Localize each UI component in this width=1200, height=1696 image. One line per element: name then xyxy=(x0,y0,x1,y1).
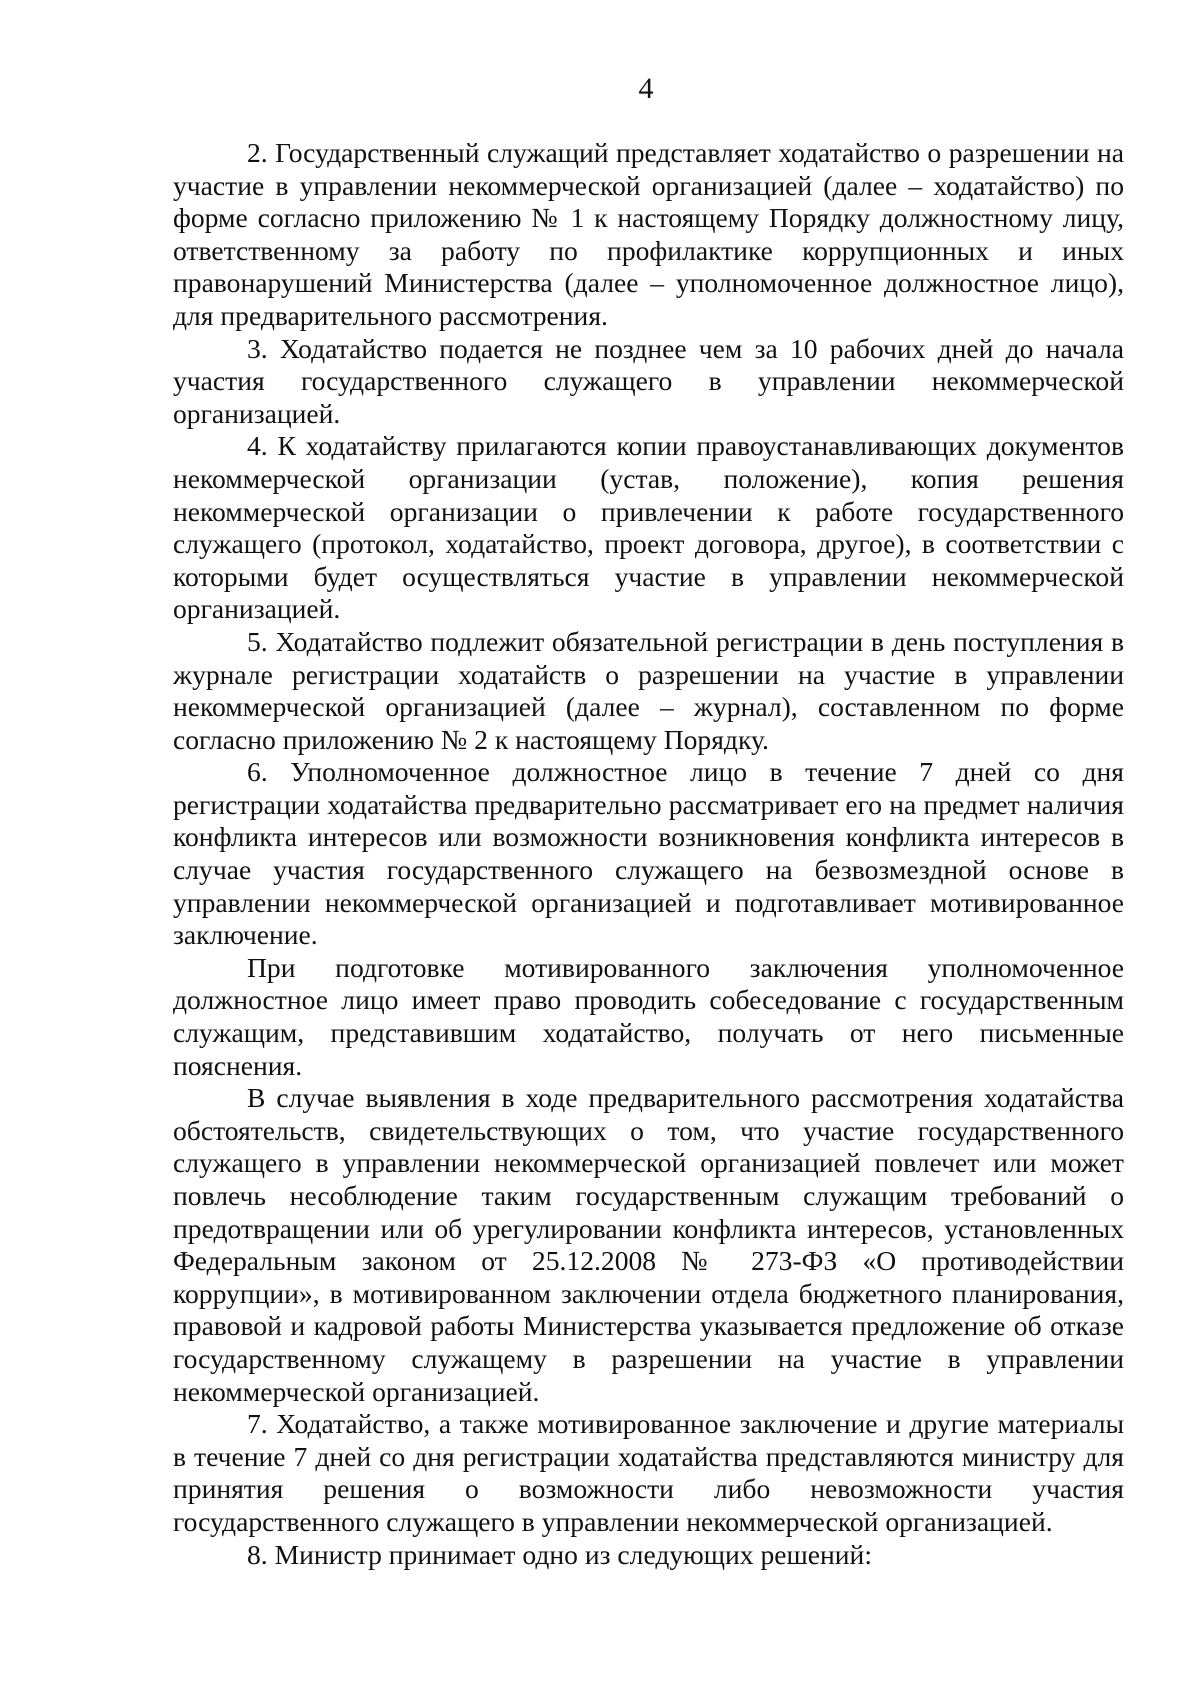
document-body xyxy=(173,137,1124,1571)
paragraph-6-conflict: В случае выявления в ходе предварительного рассмотрения ходатайства обстоятельств, свидетельствующих о том, что участие государственного служащего в управлении некоммерческой организацией повлечет или может повлечь несоблюдение таким государственным служащим требований о предотвращении или об урегулировании конфликта интересов, установленных Федеральным законом от 25.12.2008 № 273-ФЗ «О противодействии коррупции», в мотивированном заключении отдела бюджетного планирования, правовой и кадровой работы Министерства указывается предложение об отказе государственному служащему в разрешении на участие в управлении некоммерческой организацией. xyxy=(173,1082,1124,1407)
paragraph-4: 4. К ходатайству прилагаются копии правоустанавливающих документов некоммерческой организации (устав, положение), копия решения некоммерческой организации о привлечении к работе государственного служащего (протокол, ходатайство, проект договора, другое), в соответствии с которыми будет осуществляться участие в управлении некоммерческой организацией. xyxy=(173,430,1124,625)
paragraph-8: 8. Министр принимает одно из следующих решений: xyxy=(247,1538,872,1570)
paragraph-3: 3. Ходатайство подается не позднее чем за 10 рабочих дней до начала участия государственного служащего в управлении некоммерческой организацией. xyxy=(173,332,1124,429)
paragraph-2: 2. Государственный служащий представляет ходатайство о разрешении на участие в управлении некоммерческой организацией (далее – ходатайство) по форме согласно приложению № 1 к настоящему Порядку должностному лицу, ответственному за работу по профилактике коррупционных и иных правонарушений Министерства (далее – уполномоченное должностное лицо), для предварительного рассмотрения. xyxy=(173,137,1124,331)
paragraph-7: 7. Ходатайство, а также мотивированное заключение и другие материалы в течение 7 дней со дня регистрации ходатайства представляются министру для принятия решения о возможности либо невозможности участия государственного служащего в управлении некоммерческой организацией. xyxy=(173,1408,1124,1537)
page-number: 4 xyxy=(638,72,654,105)
paragraph-6: 6. Уполномоченное должностное лицо в течение 7 дней со дня регистрации ходатайства предварительно рассматривает его на предмет наличия конфликта интересов или возможности возникновения конфликта интересов в случае участия государственного служащего на безвозмездной основе в управлении некоммерческой организацией и подготавливает мотивированное заключение. xyxy=(173,756,1124,951)
paragraph-5: 5. Ходатайство подлежит обязательной регистрации в день поступления в журнале регистрации ходатайств о разрешении на участие в управлении некоммерческой организацией (далее – журнал), составленном по форме согласно приложению № 2 к настоящему Порядку. xyxy=(173,625,1124,755)
paragraph-6-interview: При подготовке мотивированного заключения уполномоченное должностное лицо имеет право проводить собеседование с государственным служащим, представившим ходатайство, получать от него письменные пояснения. xyxy=(173,951,1124,1081)
